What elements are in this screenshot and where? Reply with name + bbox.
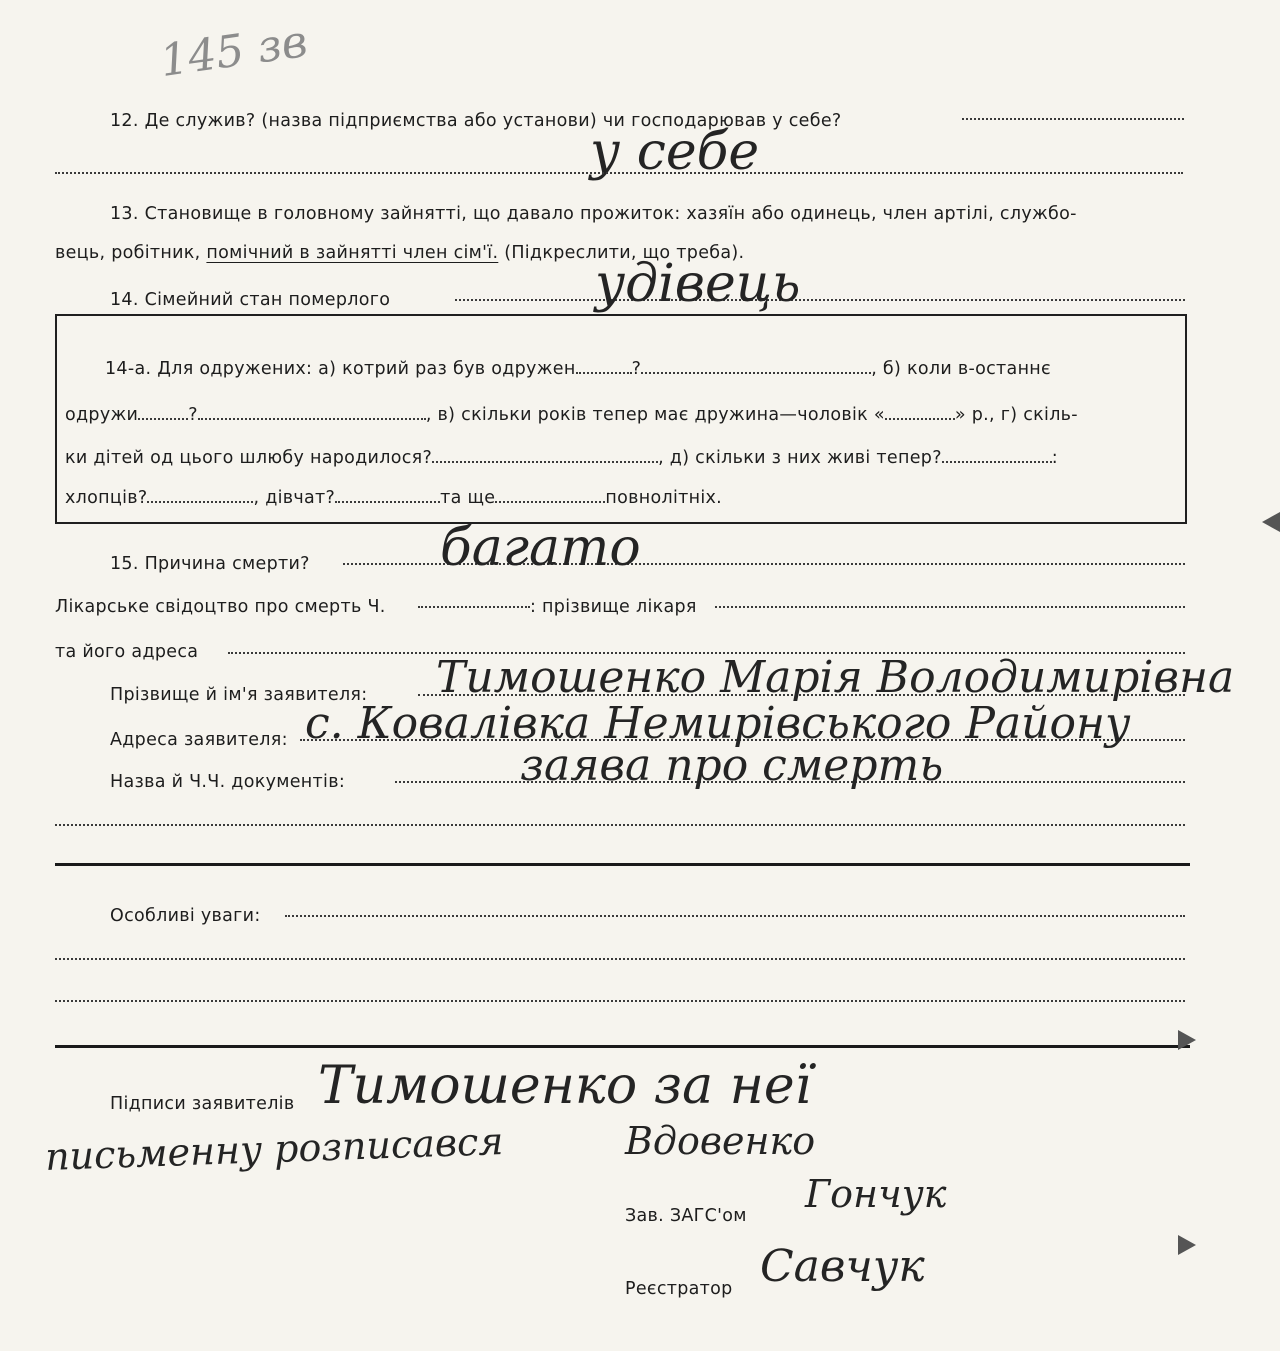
q14a-line4 bbox=[65, 487, 722, 509]
q14a-alive-label: , д) скільки з них живі тепер? bbox=[658, 448, 942, 468]
q14-answer: удівець bbox=[595, 254, 801, 314]
q14a-married-label: одружи bbox=[65, 405, 139, 425]
registrar-signature: Савчук bbox=[760, 1241, 925, 1292]
binding-mark-3 bbox=[1262, 512, 1280, 532]
q13-line2-suffix: (Підкреслити, що треба). bbox=[504, 243, 745, 263]
q13-line1: 13. Становище в головному зайнятті, що давало прожиток: хазяїн або одинець, член артілі, службо- bbox=[110, 204, 1077, 224]
applicant-signature-2: письменну розписався bbox=[44, 1119, 505, 1179]
remarks-line-1 bbox=[285, 915, 1185, 917]
q14a-children-born-label: ки дітей од цього шлюбу народилося? bbox=[65, 448, 433, 468]
q14a-line3 bbox=[65, 447, 1058, 469]
q15-answer: багато bbox=[440, 518, 641, 578]
binding-mark-2 bbox=[1178, 1235, 1196, 1255]
doctor-surname-label: : прізвище лікаря bbox=[530, 597, 697, 617]
remarks-line-2 bbox=[55, 958, 1185, 960]
q14a-adult-label: повнолітніх. bbox=[605, 488, 723, 508]
q14a-colon: : bbox=[1051, 448, 1058, 468]
applicant-name-value: Тимошенко Марія Володимирівна bbox=[436, 652, 1235, 703]
applicant-name-label: Прізвище й ім'я заявителя: bbox=[110, 685, 368, 705]
zags-head-signature: Гончук bbox=[805, 1172, 947, 1216]
q13-underlined-choice: помічний в зайнятті член сім'ї. bbox=[206, 243, 499, 263]
zags-head-label: Зав. ЗАГС'ом bbox=[625, 1206, 747, 1226]
q14a-when-last-label: , б) коли в-останнє bbox=[871, 359, 1051, 379]
remarks-line-3 bbox=[55, 1000, 1185, 1002]
q12-dotted-line bbox=[962, 118, 1184, 120]
q14a-q-mark: ? bbox=[631, 359, 642, 379]
applicant-address-label: Адреса заявителя: bbox=[110, 730, 288, 750]
documents-label: Назва й Ч.Ч. документів: bbox=[110, 772, 346, 792]
q13-line2-prefix: вець, робітник, bbox=[55, 243, 201, 263]
q14a-line1 bbox=[105, 358, 1051, 380]
q12-label: 12. Де служив? (назва підприємства або установи) чи господарював у себе? bbox=[110, 111, 842, 131]
q14a-line2 bbox=[65, 404, 1078, 426]
medical-certificate-label: Лікарське свідоцтво про смерть Ч. bbox=[55, 597, 386, 617]
q14a-girls-label: , дівчат? bbox=[253, 488, 336, 508]
q14-dotted-line bbox=[455, 299, 1185, 301]
applicant-signature-1: Тимошенко за неї bbox=[318, 1056, 812, 1116]
q14-label: 14. Сімейний стан померлого bbox=[110, 290, 391, 310]
q14a-spouse-age-label: , в) скільки років тепер має дружина—чоловік « bbox=[425, 405, 885, 425]
q12-answer-line bbox=[55, 172, 1183, 174]
medical-certificate-number-line bbox=[418, 606, 530, 608]
doctor-address-label: та його адреса bbox=[55, 642, 199, 662]
archive-page-mark: 145 зв bbox=[157, 15, 311, 88]
remarks-label: Особливі уваги: bbox=[110, 906, 261, 926]
applicant-address-value: с. Ковалівка Немирівського Району bbox=[305, 698, 1131, 749]
q12-answer: у себе bbox=[590, 122, 760, 182]
applicant-signatures-label: Підписи заявителів bbox=[110, 1094, 295, 1114]
documents-extra-line bbox=[55, 824, 1185, 826]
binding-mark-1 bbox=[1178, 1030, 1196, 1050]
registrar-label: Реєстратор bbox=[625, 1279, 733, 1299]
q14a-q-mark-2: ? bbox=[188, 405, 198, 425]
section-divider-1 bbox=[55, 863, 1190, 866]
q14a-boys-label: хлопців? bbox=[65, 488, 148, 508]
applicant-signature-3: Вдовенко bbox=[625, 1119, 816, 1163]
q14a-times-married-label: 14-а. Для одружених: а) котрий раз був одружен bbox=[105, 359, 576, 379]
q14a-and-more-label: та ще bbox=[440, 488, 496, 508]
documents-value: заява про смерть bbox=[520, 740, 944, 791]
q14a-how-many-label: » р., г) скіль- bbox=[954, 405, 1078, 425]
section-divider-2 bbox=[55, 1045, 1190, 1048]
doctor-surname-line bbox=[715, 606, 1185, 608]
q15-label: 15. Причина смерти? bbox=[110, 554, 310, 574]
